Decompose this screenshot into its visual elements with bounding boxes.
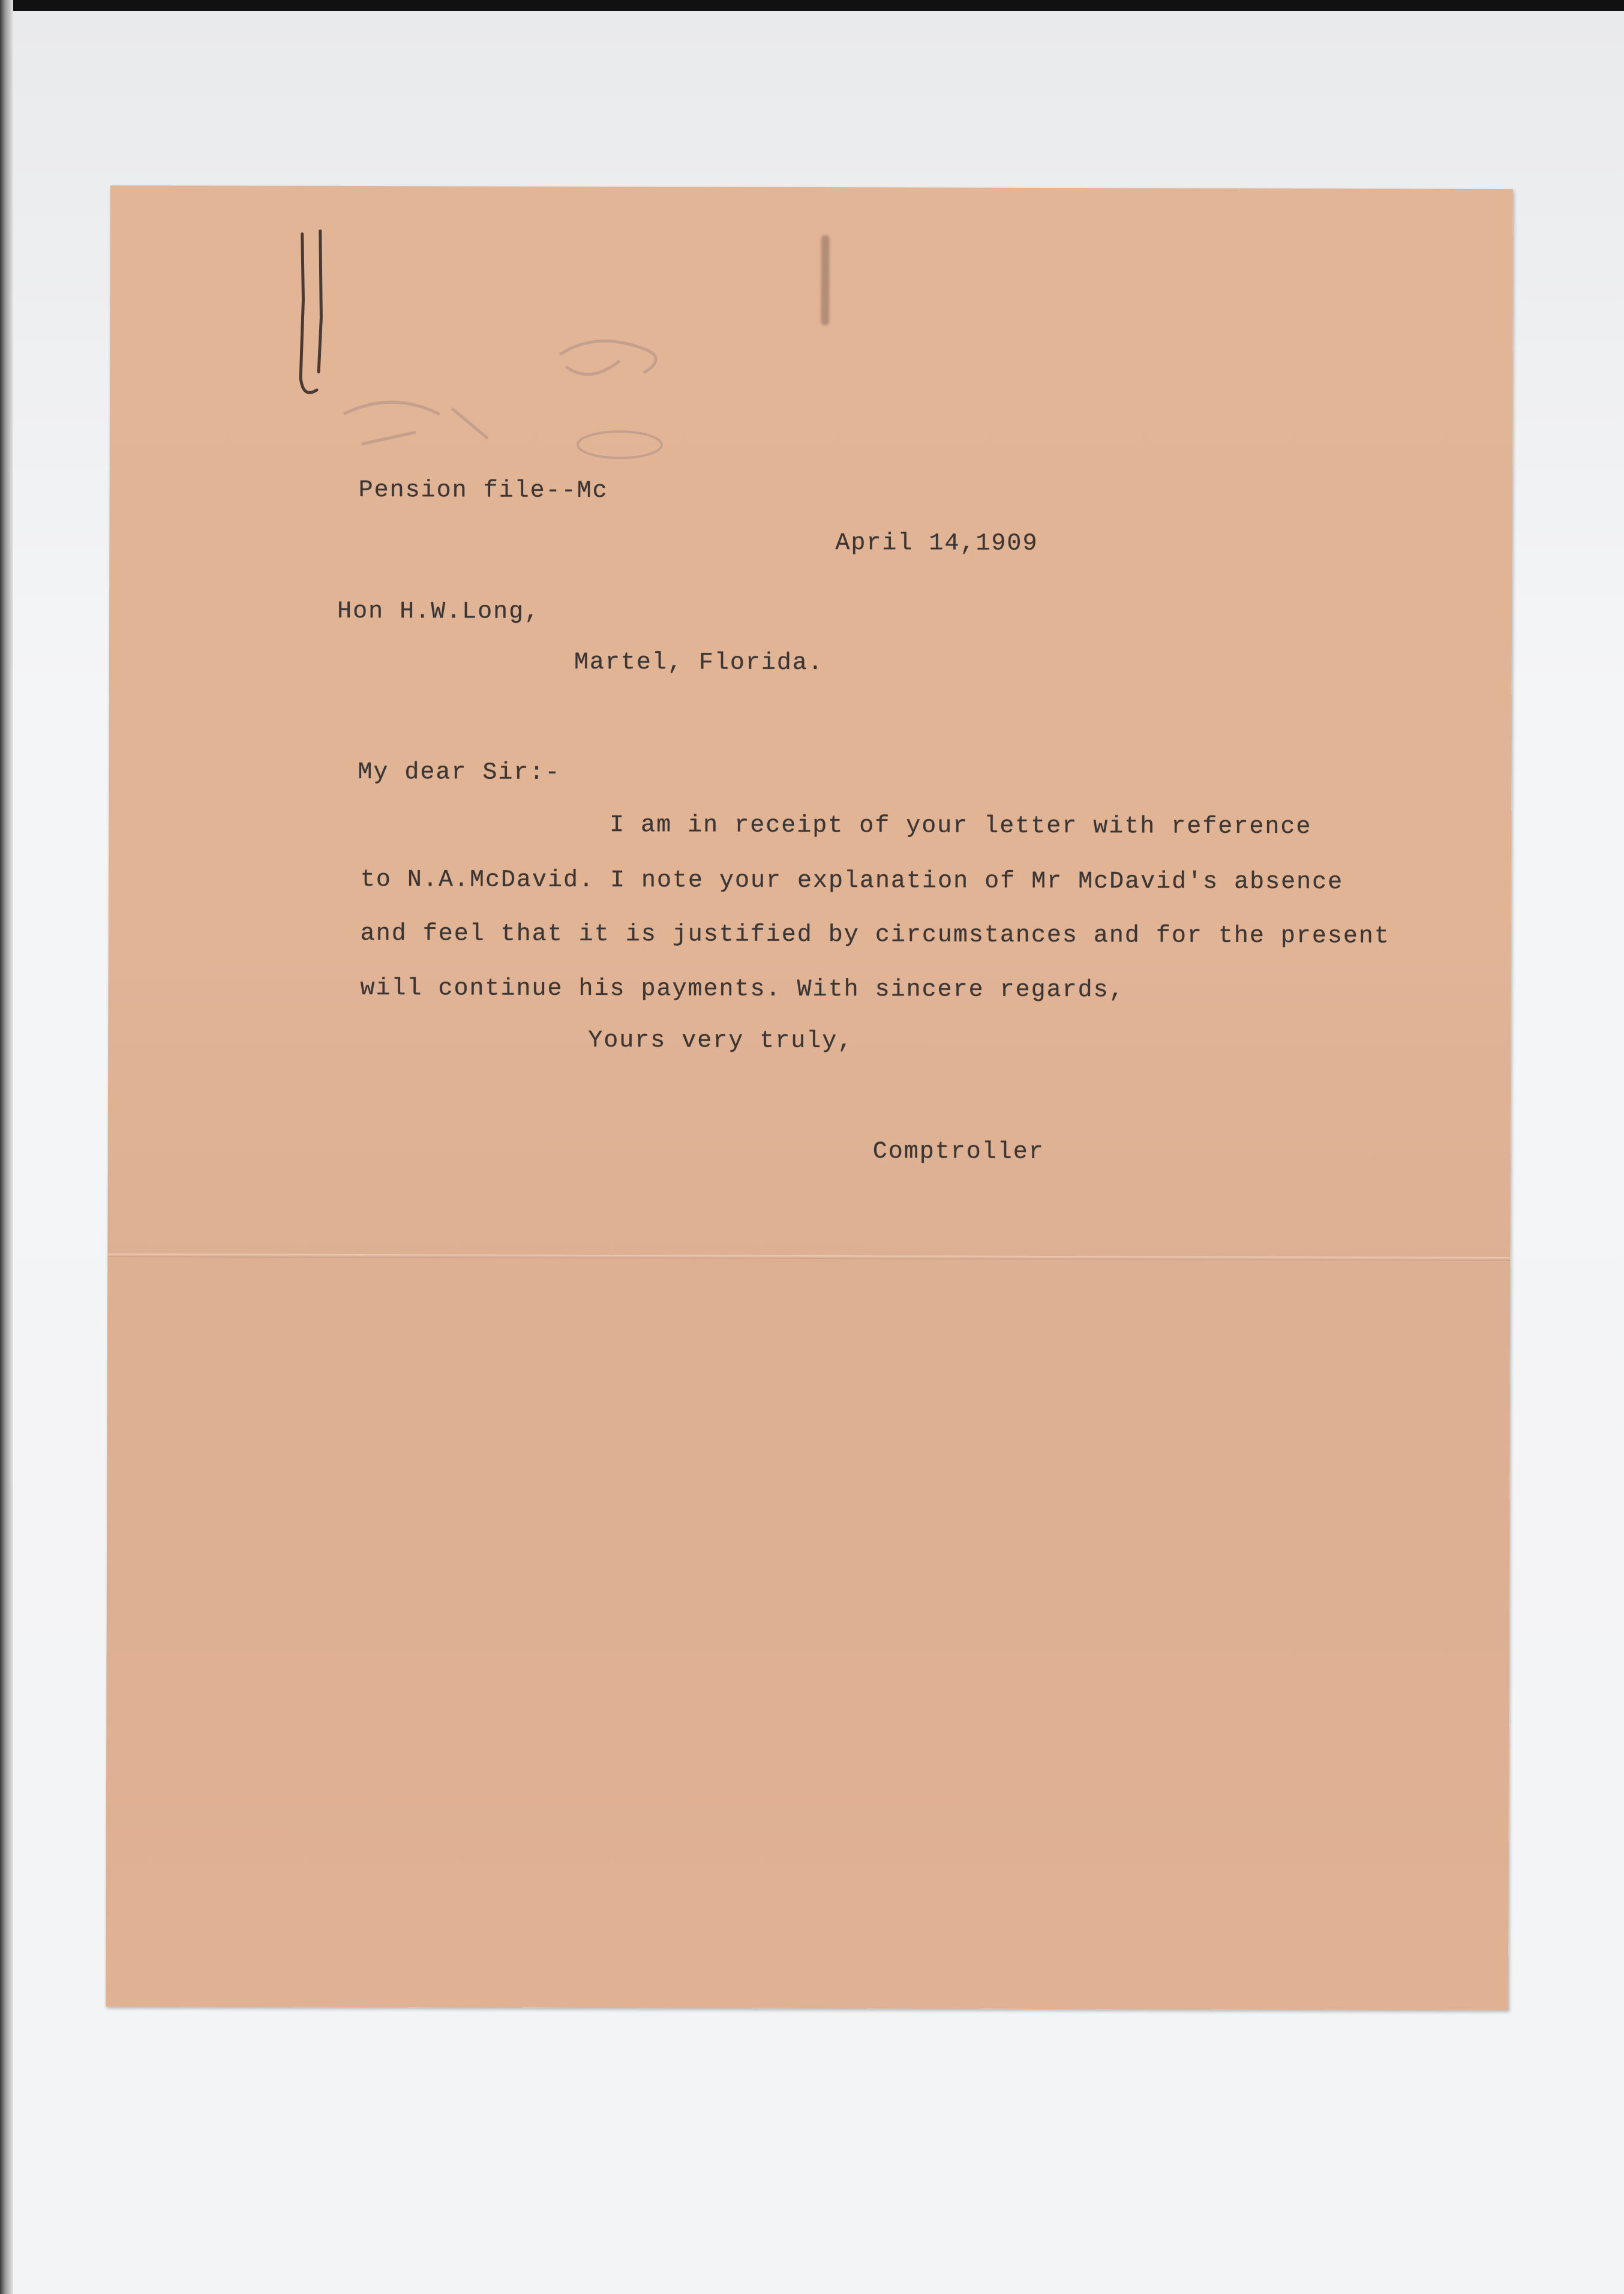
body-line: and feel that it is justified by circumstances and for the present	[360, 920, 1391, 950]
addressee-name: Hon H.W.Long,	[337, 598, 541, 626]
signature-title: Comptroller	[872, 1138, 1044, 1167]
letter-sheet	[106, 185, 1513, 2010]
file-reference: Pension file--Mc	[358, 477, 608, 505]
letter-date: April 14,1909	[835, 530, 1038, 557]
addressee-place: Martel, Florida.	[574, 649, 824, 677]
body-line: I am in receipt of your letter with reference	[610, 812, 1312, 841]
salutation: My dear Sir:-	[358, 759, 561, 787]
closing: Yours very truly,	[588, 1027, 854, 1055]
body-line: to N.A.McDavid. I note your explanation of Mr McDavid's absence	[360, 866, 1344, 896]
paper-fold-line	[107, 1254, 1510, 1261]
body-line: will continue his payments. With sincere regards,	[360, 975, 1125, 1004]
faded-stamp-impression	[308, 324, 728, 481]
scan-left-border	[0, 0, 13, 2294]
ink-smudge	[821, 235, 829, 325]
scan-top-border	[0, 0, 1624, 11]
paper-clip-mark-icon	[290, 228, 326, 408]
